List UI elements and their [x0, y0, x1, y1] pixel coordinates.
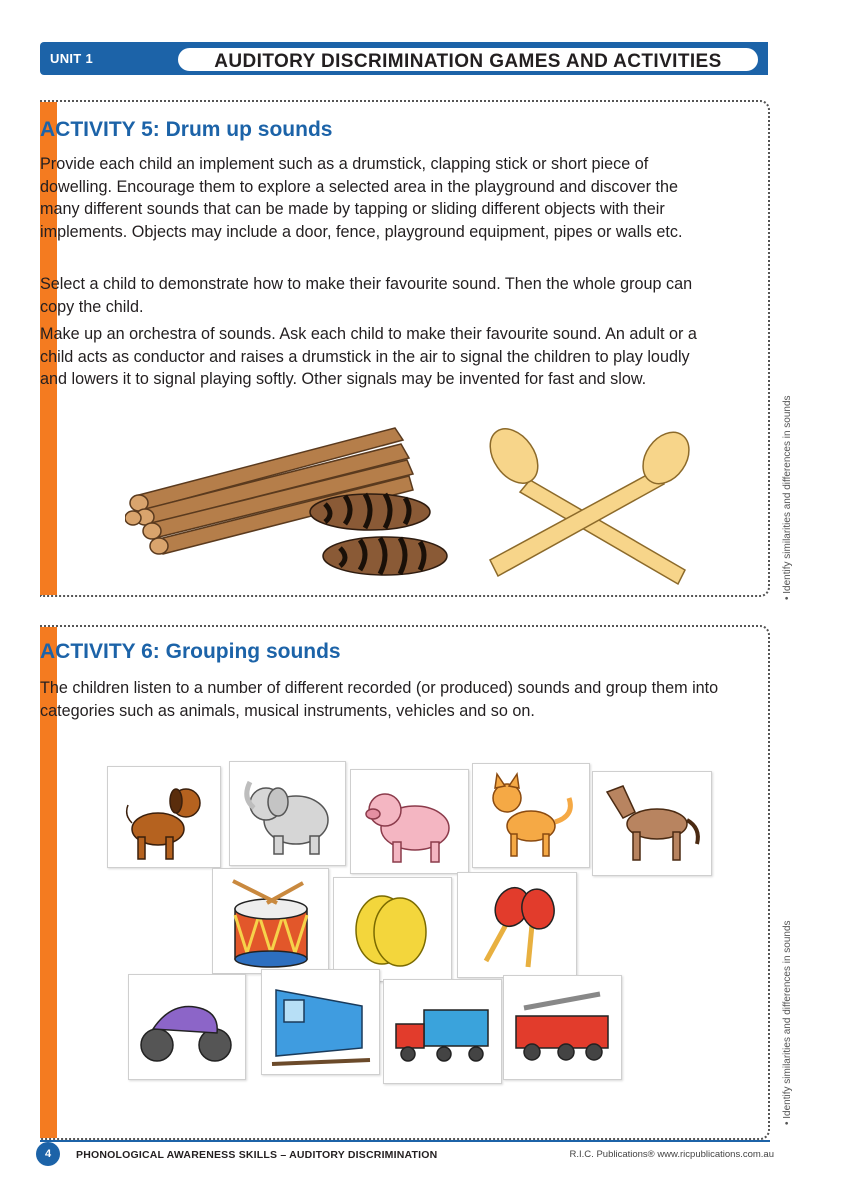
dog-icon — [108, 767, 220, 867]
truck-card — [383, 979, 502, 1084]
horse-card — [592, 771, 712, 876]
footer-rule — [40, 1140, 770, 1142]
elephant-icon — [230, 762, 345, 865]
seed-rattles-image — [305, 484, 455, 580]
activity-5-paragraph-2: Select a child to demonstrate how to make their favourite sound. Then the whole group can copy the child. — [40, 275, 693, 316]
title-pill — [176, 46, 760, 73]
maracas-card — [457, 872, 577, 978]
train-icon — [262, 970, 379, 1074]
fire-engine-card — [503, 975, 622, 1080]
pig-icon — [351, 770, 468, 873]
train-card — [261, 969, 380, 1075]
unit-tab — [40, 42, 170, 75]
drum-card — [212, 868, 329, 974]
activity-5-side-note: • Identify similarities and differences in sounds — [782, 395, 793, 600]
cymbals-icon — [334, 878, 451, 981]
horse-icon — [593, 772, 711, 875]
fire-engine-icon — [504, 976, 621, 1079]
page-title: AUDITORY DISCRIMINATION GAMES AND ACTIVITIES — [214, 51, 722, 72]
footer-book-title: PHONOLOGICAL AWARENESS SKILLS – AUDITORY DISCRIMINATION — [76, 1149, 438, 1161]
footer-publisher: R.I.C. Publications® www.ricpublications.com.au — [569, 1149, 774, 1160]
unit-label: UNIT 1 — [50, 51, 93, 66]
wooden-spoons-image — [470, 420, 700, 588]
page-number: 4 — [36, 1142, 60, 1166]
drum-icon — [213, 869, 328, 973]
maracas-icon — [458, 873, 576, 977]
elephant-card — [229, 761, 346, 866]
activity-6-side-note: • Identify similarities and differences in sounds — [782, 920, 793, 1125]
activity-6-paragraph-1: The children listen to a number of different recorded (or produced) sounds and group them into categories such as animals, musical instruments, vehicles and so on. — [40, 679, 719, 720]
motorbike-icon — [129, 975, 245, 1079]
dog-card — [107, 766, 221, 868]
pig-card — [350, 769, 469, 874]
activity-5-paragraph-1: Provide each child an implement such as a drumstick, clapping stick or short piece of dowelling. Encourage them to explore a selected area in the playground and discover the many different sounds that can be made by tapping or sliding different objects with their implements. Objects may include a door, fence, playground equipment, pipes or walls etc. — [40, 155, 683, 241]
truck-icon — [384, 980, 501, 1083]
activity-6-title: ACTIVITY 6: Grouping sounds — [40, 640, 341, 663]
motorbike-card — [128, 974, 246, 1080]
cat-icon — [473, 764, 589, 867]
activity-5-title: ACTIVITY 5: Drum up sounds — [40, 118, 333, 141]
activity-5-paragraph-3: Make up an orchestra of sounds. Ask each child to make their favourite sound. An adult or a child acts as conductor and raises a drumstick in the air to signal the children to play loudly and lowers it to signal playing softly. Other signals may be invented for fast and slow. — [40, 325, 697, 388]
cymbals-card — [333, 877, 452, 982]
cat-card — [472, 763, 590, 868]
